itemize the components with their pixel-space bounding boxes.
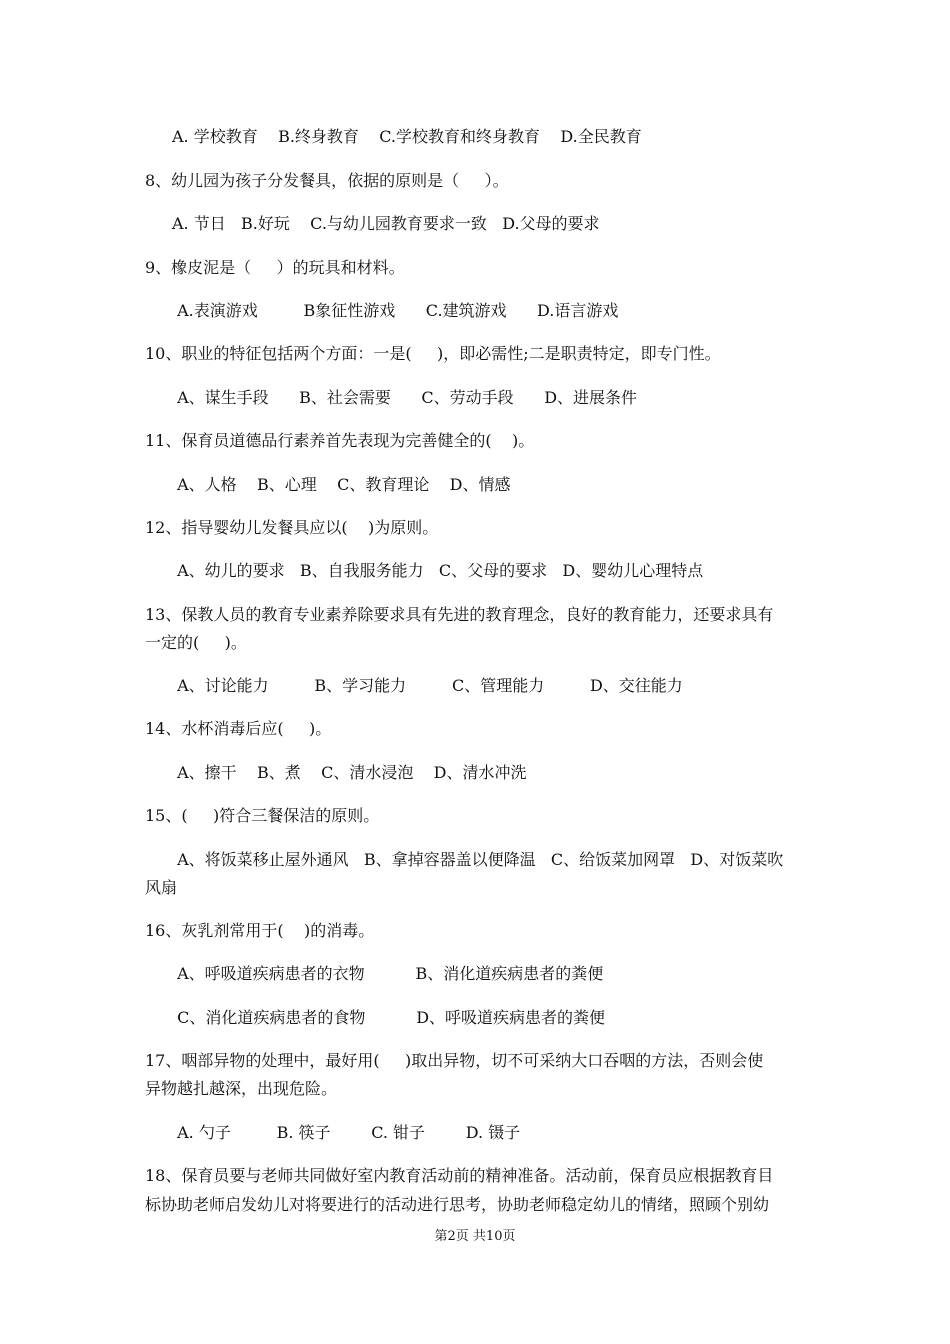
- question-17: 17、咽部异物的处理中，最好用( )取出异物，切不可采纳大口吞咽的方法，否则会使: [145, 1051, 764, 1070]
- options-q16-c-d: C、消化道疾病患者的食物 D、呼吸道疾病患者的粪便: [172, 1008, 606, 1027]
- question-9: 9、橡皮泥是（ ）的玩具和材料。: [145, 258, 405, 277]
- question-12: 12、指导婴幼儿发餐具应以( )为原则。: [145, 518, 439, 537]
- options-q16-a-b: A、呼吸道疾病患者的衣物 B、消化道疾病患者的粪便: [172, 964, 604, 983]
- question-16: 16、灰乳剂常用于( )的消毒。: [145, 921, 375, 940]
- options-q7: A. 学校教育 B.终身教育 C.学校教育和终身教育 D.全民教育: [172, 127, 642, 146]
- page-footer: 第2页 共10页: [434, 1229, 516, 1244]
- question-17-cont: 异物越扎越深，出现危险。: [145, 1079, 338, 1098]
- question-15: 15、( )符合三餐保洁的原则。: [145, 806, 380, 825]
- options-q15: A、将饭菜移止屋外通风 B、拿掉容器盖以便降温 C、给饭菜加网罩 D、对饭菜吹: [172, 850, 784, 869]
- question-18-cont: 标协助老师启发幼儿对将要进行的活动进行思考，协助老师稳定幼儿的情绪，照顾个别幼: [145, 1195, 770, 1214]
- options-q14: A、擦干 B、煮 C、清水浸泡 D、清水冲洗: [172, 763, 527, 782]
- question-10: 10、职业的特征包括两个方面：一是( )，即必需性;二是职责特定，即专门性。: [145, 344, 721, 363]
- question-13-cont: 一定的( )。: [145, 633, 247, 652]
- options-q15-cont: 风扇: [145, 878, 178, 897]
- options-q11: A、人格 B、心理 C、教育理论 D、情感: [172, 475, 511, 494]
- options-q8: A. 节日 B.好玩 C.与幼儿园教育要求一致 D.父母的要求: [172, 214, 600, 233]
- question-18: 18、保育员要与老师共同做好室内教育活动前的精神准备。活动前，保育员应根据教育目: [145, 1166, 774, 1185]
- options-q17: A. 勺子 B. 筷子 C. 钳子 D. 镊子: [172, 1123, 521, 1142]
- question-11: 11、保育员道德品行素养首先表现为完善健全的( )。: [145, 431, 535, 450]
- question-8: 8、幼儿园为孩子分发餐具，依据的原则是（ ）。: [145, 171, 509, 190]
- options-q12: A、幼儿的要求 B、自我服务能力 C、父母的要求 D、婴幼儿心理特点: [172, 561, 704, 580]
- options-q10: A、谋生手段 B、社会需要 C、劳动手段 D、进展条件: [172, 388, 638, 407]
- options-q9: A.表演游戏 B象征性游戏 C.建筑游戏 D.语言游戏: [172, 301, 619, 320]
- question-13: 13、保教人员的教育专业素养除要求具有先进的教育理念，良好的教育能力，还要求具有: [145, 605, 774, 624]
- options-q13: A、讨论能力 B、学习能力 C、管理能力 D、交往能力: [172, 676, 683, 695]
- question-14: 14、水杯消毒后应( )。: [145, 719, 332, 738]
